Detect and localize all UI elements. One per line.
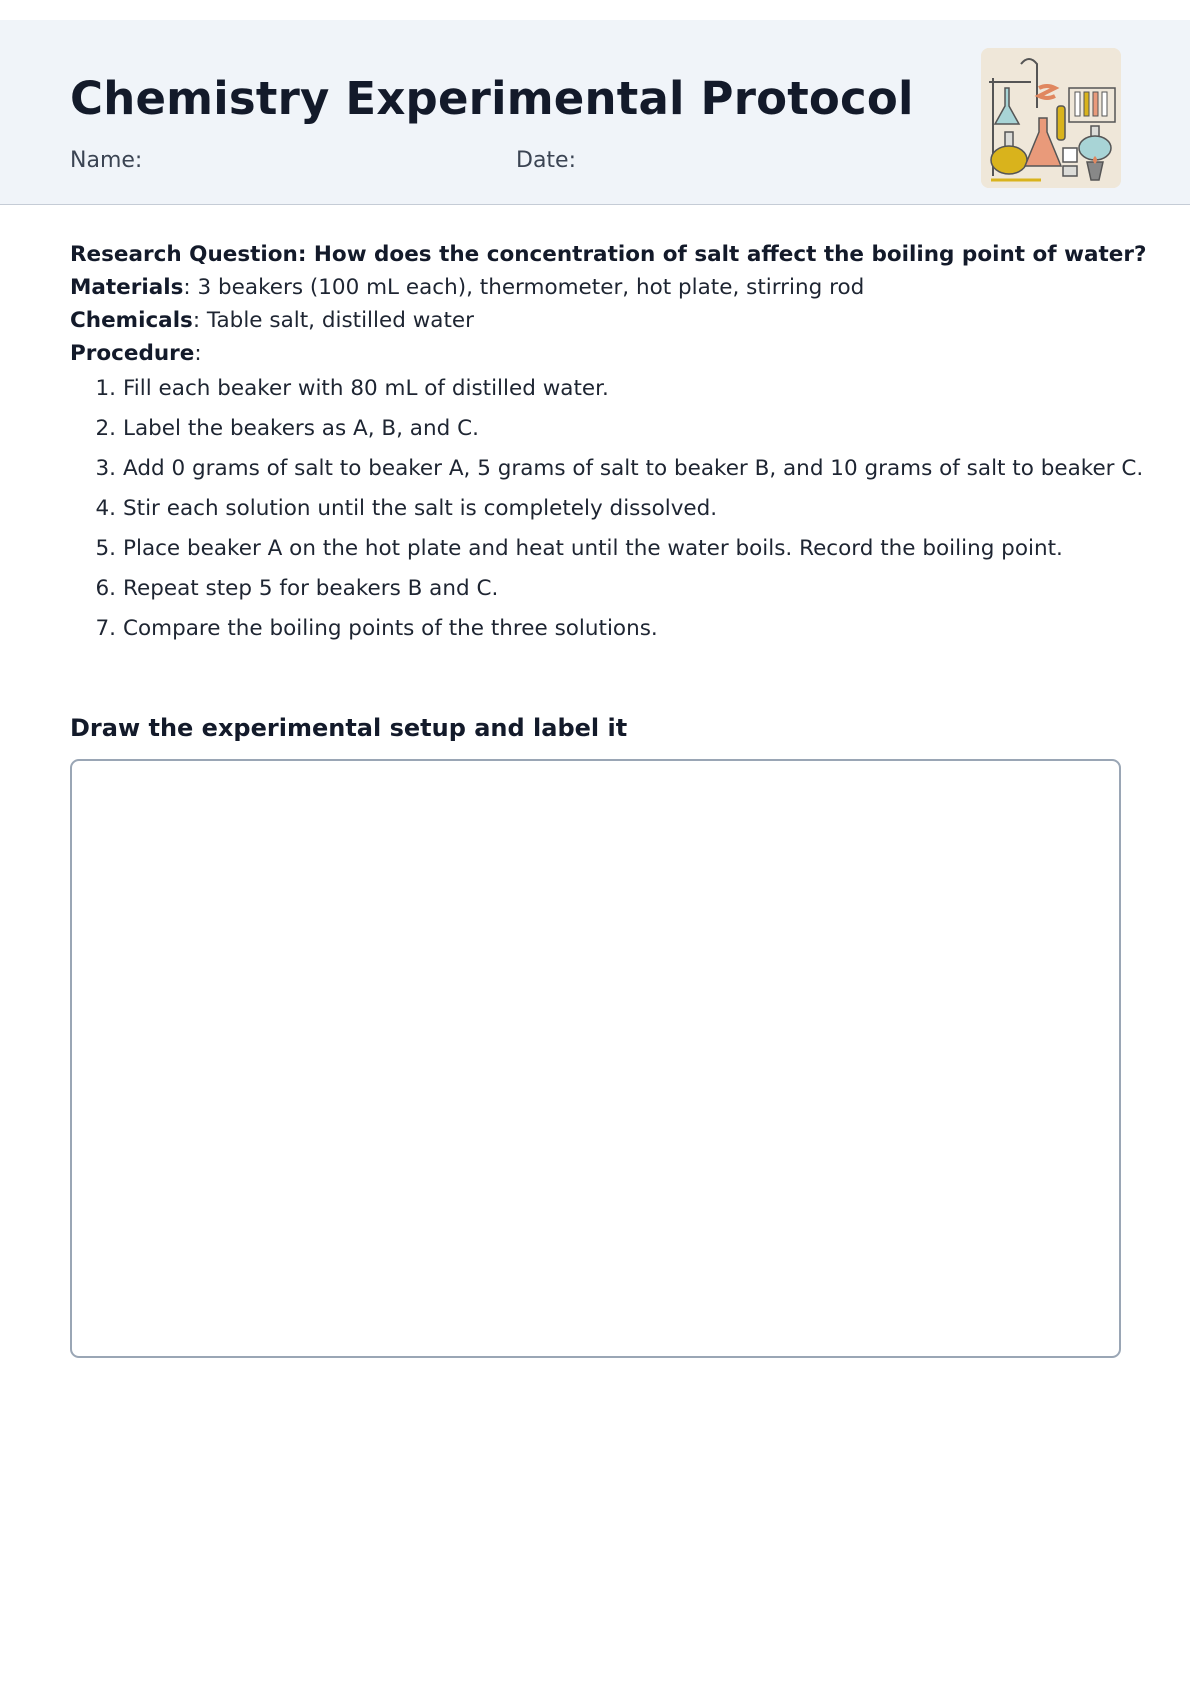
step-number: 3. xyxy=(95,456,116,481)
step-number: 1. xyxy=(95,376,116,401)
procedure-label: Procedure xyxy=(70,341,195,366)
materials-text: : 3 beakers (100 mL each), thermometer, hot plate, stirring rod xyxy=(183,275,865,300)
protocol-content xyxy=(70,238,1147,652)
list-item xyxy=(70,372,1130,412)
procedure-colon: : xyxy=(194,341,202,366)
step-text: Repeat step 5 for beakers B and C. xyxy=(123,576,499,601)
step-number: 6. xyxy=(95,576,116,601)
chemicals-line xyxy=(70,304,1130,337)
materials-line xyxy=(70,271,1130,304)
list-item xyxy=(70,612,1130,652)
header-band xyxy=(0,20,1190,205)
step-number: 2. xyxy=(95,416,116,441)
date-field-label[interactable]: Date: xyxy=(516,148,576,173)
drawing-area[interactable] xyxy=(70,759,1121,1358)
chemistry-lab-illustration-icon xyxy=(981,48,1121,188)
chemicals-text: : Table salt, distilled water xyxy=(192,308,474,333)
step-text: Place beaker A on the hot plate and heat until the water boils. Record the boiling point. xyxy=(123,536,1063,561)
step-number: 5. xyxy=(95,536,116,561)
step-number: 7. xyxy=(95,616,116,641)
step-text: Add 0 grams of salt to beaker A, 5 grams of salt to beaker B, and 10 grams of salt to beaker C. xyxy=(123,456,1144,481)
step-text: Compare the boiling points of the three solutions. xyxy=(123,616,658,641)
page-title: Chemistry Experimental Protocol xyxy=(70,72,914,125)
step-text: Fill each beaker with 80 mL of distilled water. xyxy=(123,376,609,401)
procedure-list xyxy=(70,372,1144,652)
step-text: Label the beakers as A, B, and C. xyxy=(123,416,479,441)
chemicals-label: Chemicals xyxy=(70,308,193,333)
procedure-heading xyxy=(70,337,1130,370)
list-item xyxy=(70,452,1144,492)
list-item xyxy=(70,572,1130,612)
list-item xyxy=(70,492,1130,532)
drawing-section-title: Draw the experimental setup and label it xyxy=(70,714,628,742)
research-question: Research Question: How does the concentration of salt affect the boiling point of water? xyxy=(70,242,1147,267)
list-item xyxy=(70,412,1130,452)
lab-glassware-icon xyxy=(981,48,1121,188)
name-field-label[interactable]: Name: xyxy=(70,148,143,173)
list-item xyxy=(70,532,1130,572)
step-text: Stir each solution until the salt is completely dissolved. xyxy=(123,496,718,521)
materials-label: Materials xyxy=(70,275,184,300)
step-number: 4. xyxy=(95,496,116,521)
